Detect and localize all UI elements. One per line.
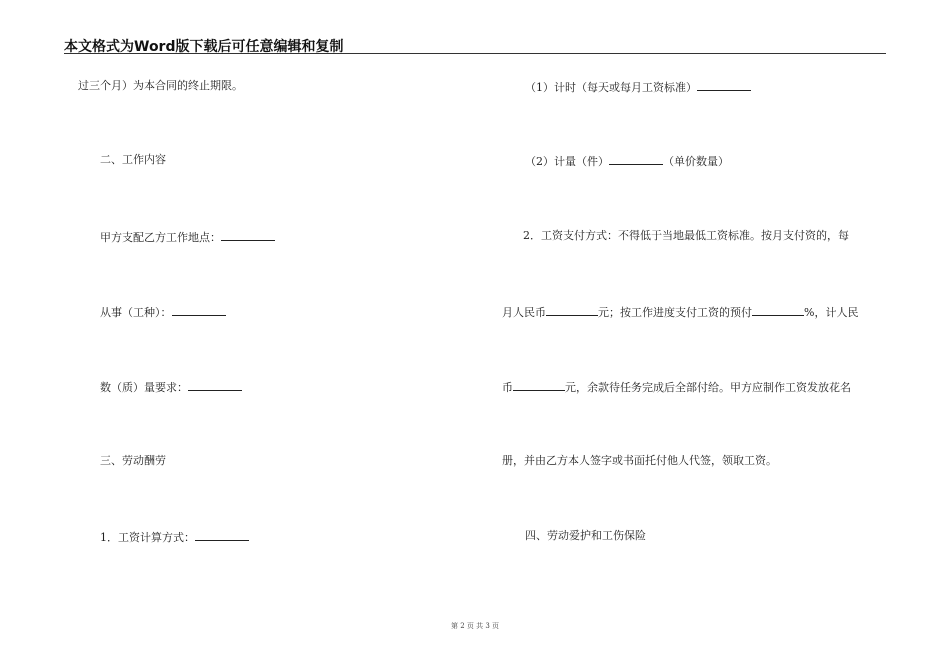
balance-amount-blank xyxy=(513,379,565,391)
wage-payment-line: 2．工资支付方式：不得低于当地最低工资标准。按月支付资的，每 xyxy=(523,229,849,242)
piece-wage-line xyxy=(525,153,729,169)
job-type-blank xyxy=(172,304,226,316)
job-type-label: 从事（工种）： xyxy=(100,306,172,319)
header-divider xyxy=(64,53,886,54)
hourly-wage-label: （1）计时（每天或每月工资标准） xyxy=(525,81,697,94)
percent-rmb-text: %，计人民 xyxy=(804,306,859,319)
wage-method-label: 1．工资计算方式： xyxy=(100,531,195,544)
piece-wage-blank xyxy=(609,153,663,165)
work-location-blank xyxy=(221,229,275,241)
monthly-rmb-label: 月人民币 xyxy=(502,306,546,319)
advance-percent-blank xyxy=(752,304,804,316)
section-work-content-heading: 二、工作内容 xyxy=(100,153,166,166)
payroll-signature-line: 册，并由乙方本人签字或书面托付他人代签，领取工资。 xyxy=(502,454,777,467)
monthly-rmb-blank xyxy=(546,304,598,316)
page-number: 第 2 页 共 3 页 xyxy=(450,622,500,630)
piece-wage-label: （2）计量（件） xyxy=(525,155,609,168)
section-labor-protection-heading: 四、劳动爱护和工伤保险 xyxy=(525,529,646,542)
piece-wage-suffix: （单价数量） xyxy=(663,155,729,168)
quality-requirement-blank xyxy=(188,379,242,391)
contract-term-line: 过三个月）为本合同的终止期限。 xyxy=(78,79,243,92)
monthly-rmb-line xyxy=(502,304,858,320)
wage-method-blank xyxy=(195,529,249,541)
hourly-wage-line xyxy=(525,79,751,95)
work-location-line xyxy=(100,229,275,245)
wage-method-line xyxy=(100,529,249,545)
job-type-line xyxy=(100,304,226,320)
quality-requirement-line xyxy=(100,379,242,395)
quality-requirement-label: 数（质）量要求： xyxy=(100,381,188,394)
header-title: 本文格式为Word版下载后可任意编辑和复制 xyxy=(64,39,344,55)
currency-label: 币 xyxy=(502,381,513,394)
hourly-wage-blank xyxy=(697,79,751,91)
advance-payment-text: 元；按工作进度支付工资的预付 xyxy=(598,306,752,319)
remaining-balance-text: 元，余款待任务完成后全部付给。甲方应制作工资发放花名 xyxy=(565,381,851,394)
remaining-balance-line xyxy=(502,379,851,395)
section-labor-pay-heading: 三、劳动酬劳 xyxy=(100,454,166,467)
work-location-label: 甲方支配乙方工作地点： xyxy=(100,231,221,244)
